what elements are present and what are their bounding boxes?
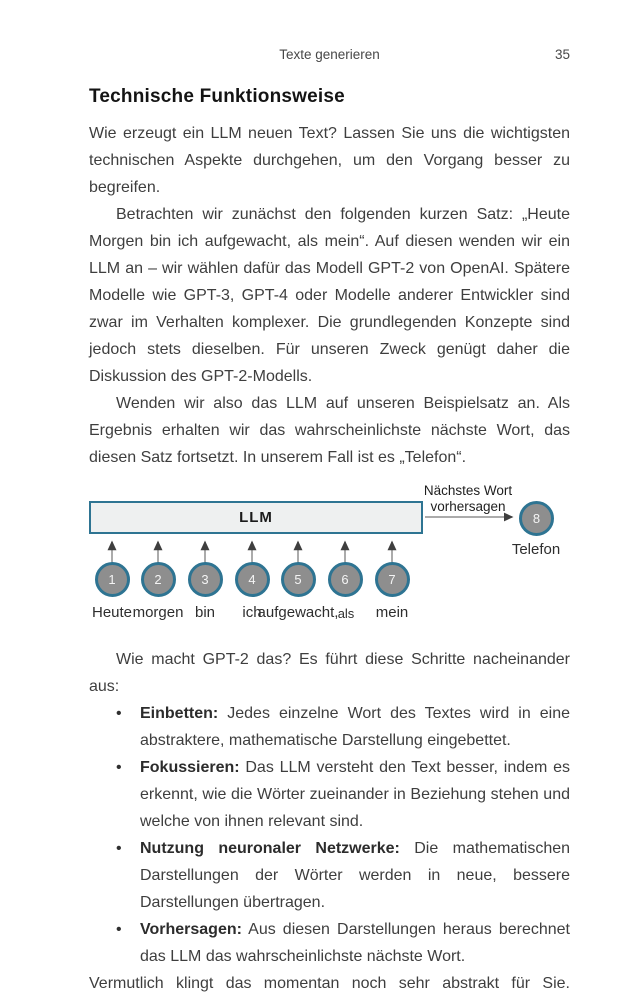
predict-label [409,483,527,515]
bullet-icon: • [116,759,122,776]
predict-label-line2: vorhersagen [430,499,506,514]
output-token-circle: 8 [519,501,554,536]
paragraph-apply-llm: Wenden wir also das LLM auf unseren Beispielsatz an. Als Ergebnis erhalten wir das wahrscheinlichste nächste Wort, das diesen Satz fortsetzt. In unserem Fall ist es „Telefon“. [89,395,570,466]
list-item [89,835,570,916]
step-text: Aus diesen Darstellungen heraus berechnet das LLM das wahrscheinlichste nächste Wort. [140,921,571,965]
paragraph-steps-intro: Wie macht GPT-2 das? Es führt diese Schritte nacheinander aus: [89,651,570,695]
llm-box: LLM [89,501,423,534]
paragraph-intro: Wie erzeugt ein LLM neuen Text? Lassen Sie uns die wichtigsten technischen Aspekte durchgehen, um den Vorgang besser zu begreifen. [89,125,570,196]
predict-label-line1: Nächstes Wort [423,483,513,498]
list-item [89,754,570,835]
token-circle: 1 [95,562,130,597]
step-text: Jedes einzelne Wort des Textes wird in eine abstraktere, mathematische Darstellung eingebettet. [140,705,570,749]
token-word: ich [242,604,262,621]
page-number: 35 [554,47,570,62]
steps-list [89,700,570,970]
step-label: Nutzung neuronaler Netzwerke: [140,840,400,857]
list-item [89,700,570,754]
token-word: als [337,606,355,621]
running-header [89,47,570,65]
token-circle: 4 [235,562,270,597]
output-token-word: Telefon [511,541,561,558]
step-label: Vorhersagen: [140,921,242,938]
token-word: mein [375,604,409,621]
token-circle: 3 [188,562,223,597]
section-heading: Technische Funktionsweise [89,86,345,107]
step-label: Fokussieren: [140,759,240,776]
token-word: morgen [132,604,184,621]
token-circle: 6 [328,562,363,597]
token-circle: 7 [375,562,410,597]
step-text: Die mathematischen Darstellungen der Wörter werden in neue, bessere Darstellungen übertragen. [140,840,571,911]
running-header-title: Texte generieren [279,47,380,62]
token-word: bin [194,604,216,621]
token-word: aufgewacht, [257,604,339,621]
bullet-icon: • [116,921,122,938]
token-circle: 2 [141,562,176,597]
step-label: Einbetten: [140,705,219,722]
bullet-icon: • [116,705,122,722]
token-circle: 5 [281,562,316,597]
paragraph-example-sentence: Betrachten wir zunächst den folgenden kurzen Satz: „Heute Morgen bin ich aufgewacht, als mein“. Auf diesen wenden wir ein LLM an – wir wählen dafür das Modell GPT-2 von OpenAI. Spätere Modelle wie GPT-3, GPT-4 oder Modelle anderer Entwickler sind zwar im Verhalten komplexer. Die grundlegenden Konzepte sind jedoch stets dieselben. Für unseren Zweck genügt daher die Diskussion des GPT-2-Modells. [89,206,570,385]
paragraph-closing: Vermutlich klingt das momentan noch sehr abstrakt für Sie. [89,975,570,992]
llm-diagram [89,483,570,626]
bullet-icon: • [116,840,122,857]
list-item [89,916,570,970]
step-text: Das LLM versteht den Text besser, indem es erkennt, wie die Wörter zueinander in Beziehung stehen und welche von ihnen relevant sind. [140,759,570,830]
page-content [89,0,570,997]
token-word: Heute [91,604,133,621]
